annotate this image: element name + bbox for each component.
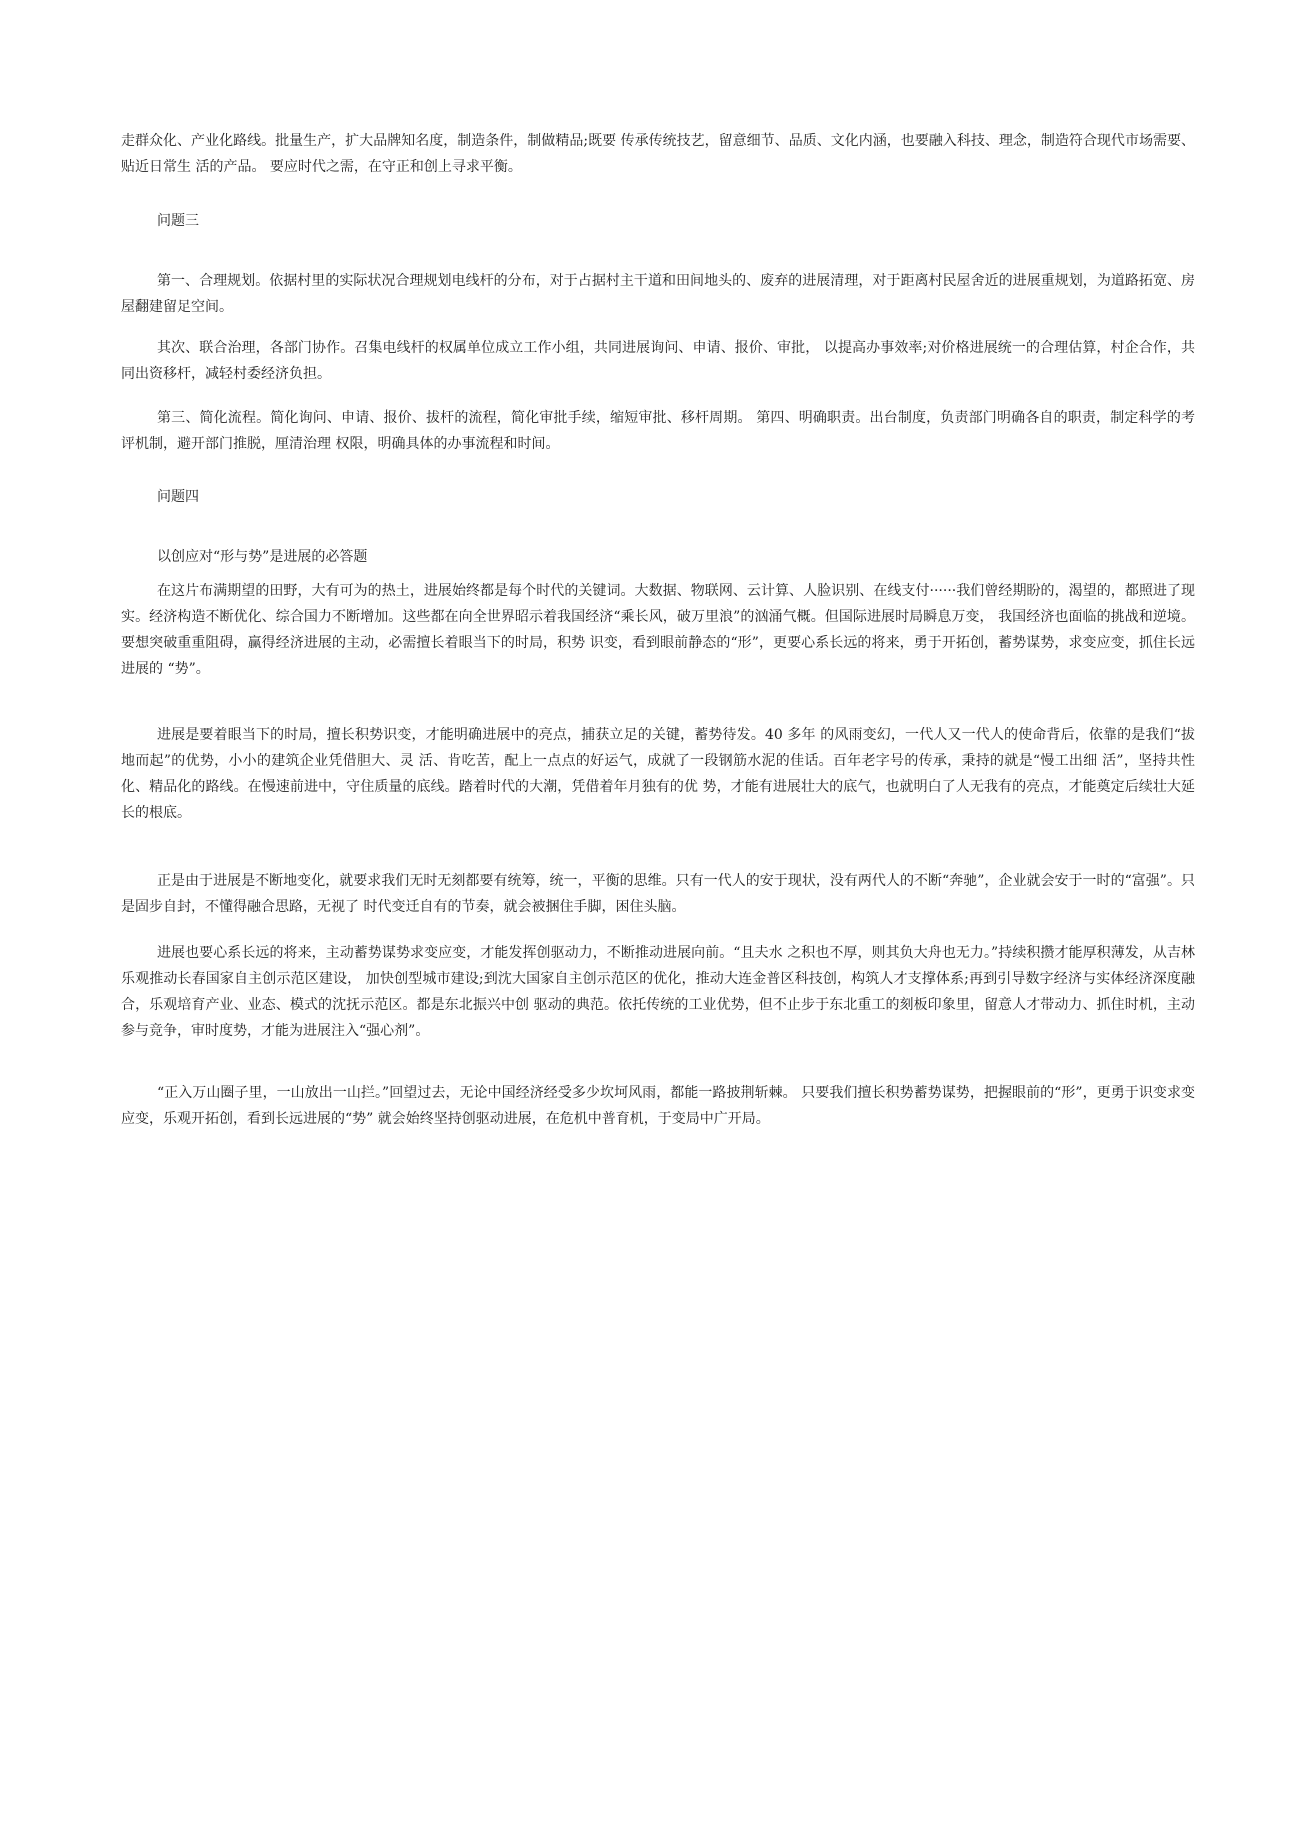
paragraph-q3-2: 其次、联合治理，各部门协作。召集电线杆的权属单位成立工作小组，共同进展询问、申请、报价、审批， 以提高办事效率;对价格进展统一的合理估算，村企合作，共同出资移杆，减轻村委经济负担。 — [121, 340, 1195, 382]
section-heading-3: 问题三 — [157, 213, 199, 229]
paragraph-q4-4: 进展也要心系长远的将来，主动蓄势谋势求变应变，才能发挥创驱动力，不断推动进展向前。“且夫水 之积也不厚，则其负大舟也无力。”持续积攒才能厚积薄发，从吉林乐观推动长春国家自主创示范区建设， 加快创型城市建设;到沈大国家自主创示范区的优化，推动大连金普区科技创，构筑人才支撑体系;再到引导数字经济与实体经济深度融合，乐观培育产业、业态、模式的沈抚示范区。都是东北振兴中创 驱动的典范。依托传统的工业优势，但不止步于东北重工的刻板印象里，留意人才带动力、抓住时机，主动 参与竞争，审时度势，才能为进展注入“强心剂”。 — [121, 945, 1195, 1039]
paragraph-q4-1: 在这片布满期望的田野，大有可为的热土，进展始终都是每个时代的关键词。大数据、物联网、云计算、人脸识别、在线支付······我们曾经期盼的，渴望的，都照进了现实。经济构造不断优化、综合国力不断增加。这些都在向全世界昭示着我国经济“乘长风，破万里浪”的汹涌气概。但国际进展时局瞬息万变， 我国经济也面临的挑战和逆境。要想突破重重阻碍，赢得经济进展的主动，必需擅长着眼当下的时局，积势 识变，看到眼前静态的“形”，更要心系长远的将来，勇于开拓创，蓄势谋势，求变应变，抓住长远进展的 “势”。 — [121, 583, 1195, 677]
essay-title: 以创应对“形与势”是进展的必答题 — [157, 549, 368, 565]
paragraph-q4-5: “正入万山圈子里，一山放出一山拦。”回望过去，无论中国经济经受多少坎坷风雨，都能一路披荆斩棘。 只要我们擅长积势蓄势谋势，把握眼前的“形”，更勇于识变求变应变，乐观开拓创，看到长远进展的“势” 就会始终坚持创驱动进展，在危机中普育机，于变局中广开局。 — [121, 1085, 1195, 1127]
paragraph-q3-1: 第一、合理规划。依据村里的实际状况合理规划电线杆的分布，对于占据村主干道和田间地头的、废弃的进展清理，对于距离村民屋舍近的进展重规划，为道路拓宽、房屋翻建留足空间。 — [121, 273, 1195, 315]
section-heading-4: 问题四 — [157, 489, 199, 505]
paragraph-q4-2: 进展是要着眼当下的时局，擅长积势识变，才能明确进展中的亮点，捕获立足的关键，蓄势待发。40 多年 的风雨变幻，一代人又一代人的使命背后，依靠的是我们“拔地而起”的优势，小小的建筑企业凭借胆大、灵 活、肯吃苦，配上一点点的好运气，成就了一段钢筋水泥的佳话。百年老字号的传承，秉持的就是“慢工出细 活”，坚持共性化、精品化的路线。在慢速前进中，守住质量的底线。踏着时代的大潮，凭借着年月独有的优 势，才能有进展壮大的底气，也就明白了人无我有的亮点，才能奠定后续壮大延长的根底。 — [121, 727, 1195, 821]
paragraph-intro: 走群众化、产业化路线。批量生产，扩大品牌知名度，制造条件，制做精品;既要 传承传统技艺，留意细节、品质、文化内涵，也要融入科技、理念，制造符合现代市场需要、贴近日常生 活的产品。 要应时代之需，在守正和创上寻求平衡。 — [121, 133, 1195, 175]
paragraph-q3-3: 第三、简化流程。简化询问、申请、报价、拔杆的流程，简化审批手续，缩短审批、移杆周期。 第四、明确职责。出台制度，负责部门明确各自的职责，制定科学的考评机制，避开部门推脱，厘清治理 权限，明确具体的办事流程和时间。 — [121, 410, 1195, 452]
paragraph-q4-3: 正是由于进展是不断地变化，就要求我们无时无刻都要有统筹，统一，平衡的思维。只有一代人的安于现状，没有两代人的不断“奔驰”，企业就会安于一时的“富强”。只是固步自封，不懂得融合思路，无视了 时代变迁自有的节奏，就会被捆住手脚，困住头脑。 — [121, 873, 1195, 915]
